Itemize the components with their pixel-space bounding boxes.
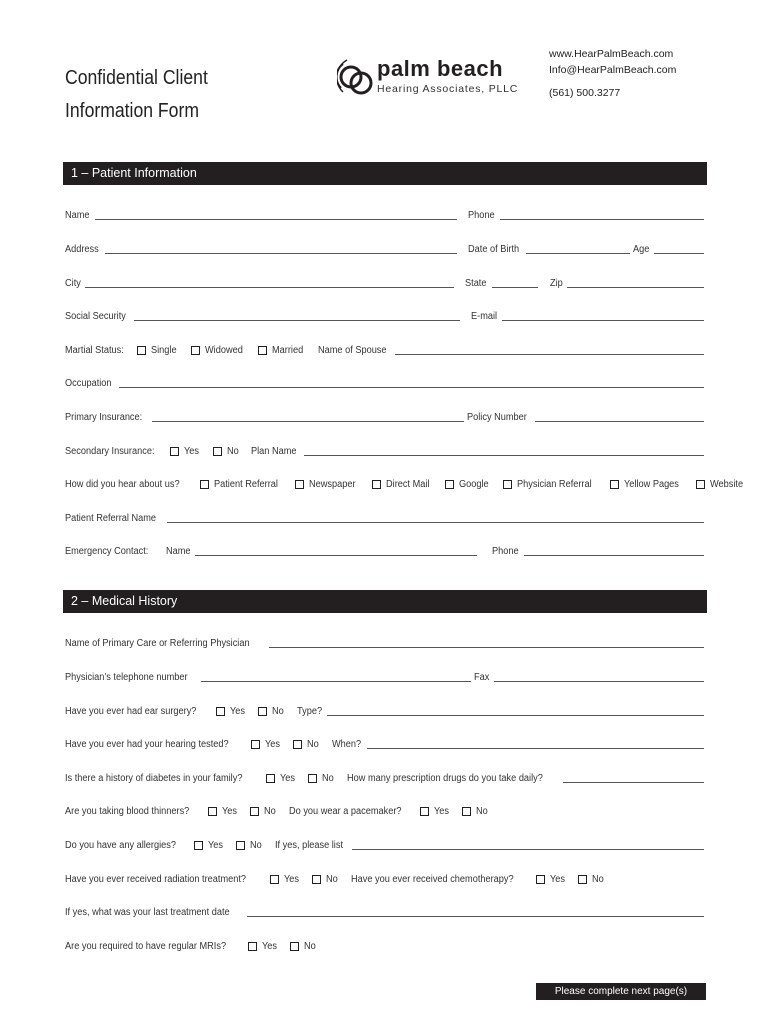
blood-thinners-yes-checkbox[interactable] bbox=[208, 807, 217, 816]
zip-label: Zip bbox=[549, 278, 563, 289]
last-treatment-field[interactable] bbox=[247, 906, 704, 917]
single-label: Single bbox=[150, 345, 177, 356]
blood-thinners-yes-label: Yes bbox=[222, 806, 238, 817]
email-label: E-mail bbox=[471, 311, 498, 322]
blood-thinners-no-label: No bbox=[264, 806, 277, 817]
last-treatment-label: If yes, what was your last treatment date bbox=[65, 907, 230, 918]
dob-field[interactable] bbox=[526, 243, 630, 254]
radiation-no-checkbox[interactable] bbox=[312, 875, 321, 884]
radiation-yes-checkbox[interactable] bbox=[270, 875, 279, 884]
chemo-no-label: No bbox=[592, 874, 604, 885]
row-hear-about-us bbox=[65, 474, 744, 490]
spouse-field[interactable] bbox=[395, 344, 704, 355]
allergies-list-field[interactable] bbox=[352, 839, 704, 850]
primary-insurance-field[interactable] bbox=[152, 411, 464, 422]
chemo-label: Have you ever received chemotherapy? bbox=[350, 874, 514, 885]
drugs-label: How many prescription drugs do you take daily? bbox=[347, 773, 543, 784]
emergency-name-label: Name bbox=[165, 546, 191, 557]
row-marital-status bbox=[65, 340, 707, 356]
physician-referral-checkbox[interactable] bbox=[503, 480, 512, 489]
allergies-no-label: No bbox=[249, 840, 262, 851]
ear-surgery-yes-checkbox[interactable] bbox=[216, 707, 225, 716]
diabetes-label: Is there a history of diabetes in your family? bbox=[65, 773, 243, 784]
row-mri bbox=[65, 936, 707, 952]
pacemaker-label: Do you wear a pacemaker? bbox=[289, 806, 402, 817]
pacemaker-no-checkbox[interactable] bbox=[462, 807, 471, 816]
secondary-no-label: No bbox=[226, 446, 239, 457]
company-logo bbox=[337, 58, 537, 102]
email-link[interactable]: Info@HearPalmBeach.com bbox=[549, 64, 677, 76]
state-label: State bbox=[465, 278, 487, 289]
address-field[interactable] bbox=[105, 243, 457, 254]
type-field[interactable] bbox=[327, 705, 704, 716]
hearing-tested-yes-label: Yes bbox=[264, 739, 280, 750]
mri-yes-checkbox[interactable] bbox=[248, 942, 257, 951]
row-allergies bbox=[65, 835, 707, 851]
when-field[interactable] bbox=[367, 738, 704, 749]
emergency-name-field[interactable] bbox=[195, 545, 477, 556]
secondary-no-checkbox[interactable] bbox=[213, 447, 222, 456]
widowed-label: Widowed bbox=[204, 345, 243, 356]
secondary-insurance-label: Secondary Insurance: bbox=[65, 446, 155, 457]
pacemaker-yes-label: Yes bbox=[433, 806, 449, 817]
row-last-treatment bbox=[65, 902, 707, 918]
yellow-pages-checkbox[interactable] bbox=[610, 480, 619, 489]
section-header-medical-history: 2 – Medical History bbox=[63, 590, 707, 613]
row-blood-thinners bbox=[65, 801, 707, 817]
row-secondary-insurance bbox=[65, 441, 707, 457]
hearing-tested-no-checkbox[interactable] bbox=[293, 740, 302, 749]
type-label: Type? bbox=[296, 706, 323, 717]
plan-name-field[interactable] bbox=[304, 445, 704, 456]
row-ssn-email bbox=[65, 306, 707, 322]
contact-info bbox=[549, 46, 676, 101]
newspaper-checkbox[interactable] bbox=[295, 480, 304, 489]
pacemaker-no-label: No bbox=[475, 806, 488, 817]
website-link[interactable]: www.HearPalmBeach.com bbox=[549, 48, 674, 60]
occupation-field[interactable] bbox=[119, 377, 704, 388]
radiation-label: Have you ever received radiation treatment? bbox=[65, 874, 247, 885]
allergies-no-checkbox[interactable] bbox=[236, 841, 245, 850]
ear-surgery-yes-label: Yes bbox=[229, 706, 245, 717]
when-label: When? bbox=[332, 739, 362, 750]
plan-name-label: Plan Name bbox=[251, 446, 297, 457]
newspaper-label: Newspaper bbox=[309, 479, 356, 490]
ear-surgery-no-label: No bbox=[272, 706, 284, 717]
form-title-line2: Information Form bbox=[65, 100, 199, 122]
widowed-checkbox[interactable] bbox=[191, 346, 200, 355]
row-emergency-contact bbox=[65, 541, 707, 557]
ssn-label: Social Security bbox=[65, 311, 126, 322]
row-city-state-zip bbox=[65, 273, 707, 289]
direct-mail-label: Direct Mail bbox=[385, 479, 430, 490]
form-title bbox=[65, 62, 208, 128]
diabetes-yes-checkbox[interactable] bbox=[266, 774, 275, 783]
allergies-yes-checkbox[interactable] bbox=[194, 841, 203, 850]
primary-insurance-label: Primary Insurance: bbox=[65, 412, 143, 423]
married-checkbox[interactable] bbox=[258, 346, 267, 355]
city-field[interactable] bbox=[85, 277, 454, 288]
row-hearing-tested bbox=[65, 734, 707, 750]
address-label: Address bbox=[65, 244, 99, 255]
logo-subtitle: Hearing Associates, PLLC bbox=[377, 83, 519, 95]
row-diabetes bbox=[65, 768, 707, 784]
row-radiation-chemo bbox=[65, 869, 707, 885]
policy-label: Policy Number bbox=[466, 412, 527, 423]
physician-phone-label: Physician’s telephone number bbox=[65, 672, 188, 683]
row-referral-name bbox=[65, 508, 707, 524]
hear-label: How did you hear about us? bbox=[65, 479, 180, 490]
name-field[interactable] bbox=[95, 209, 457, 220]
website-label: Website bbox=[709, 479, 744, 490]
state-field[interactable] bbox=[492, 277, 538, 288]
drugs-field[interactable] bbox=[563, 772, 704, 783]
row-physician-phone bbox=[65, 667, 707, 683]
section-header-patient-info: 1 – Patient Information bbox=[63, 162, 707, 185]
radiation-no-label: No bbox=[326, 874, 338, 885]
blood-thinners-no-checkbox[interactable] bbox=[250, 807, 259, 816]
occupation-label: Occupation bbox=[65, 378, 112, 389]
dob-label: Date of Birth bbox=[467, 244, 519, 255]
city-label: City bbox=[65, 278, 81, 289]
secondary-yes-label: Yes bbox=[184, 446, 200, 457]
chemo-yes-checkbox[interactable] bbox=[536, 875, 545, 884]
hearing-tested-label: Have you ever had your hearing tested? bbox=[65, 739, 229, 750]
referral-name-label: Patient Referral Name bbox=[65, 513, 157, 524]
fax-label: Fax bbox=[474, 672, 490, 683]
direct-mail-checkbox[interactable] bbox=[372, 480, 381, 489]
diabetes-no-checkbox[interactable] bbox=[308, 774, 317, 783]
physician-phone-field[interactable] bbox=[201, 671, 471, 682]
allergies-label: Do you have any allergies? bbox=[65, 840, 176, 851]
ear-surgery-label: Have you ever had ear surgery? bbox=[65, 706, 197, 717]
mri-yes-label: Yes bbox=[262, 941, 278, 952]
allergies-yes-label: Yes bbox=[207, 840, 223, 851]
diabetes-no-label: No bbox=[322, 773, 334, 784]
website-checkbox[interactable] bbox=[696, 480, 705, 489]
google-label: Google bbox=[458, 479, 489, 490]
secondary-yes-checkbox[interactable] bbox=[170, 447, 179, 456]
emergency-label: Emergency Contact: bbox=[65, 546, 149, 557]
marital-label: Martial Status: bbox=[65, 345, 124, 356]
phone-field[interactable] bbox=[500, 209, 704, 220]
chemo-yes-label: Yes bbox=[549, 874, 565, 885]
primary-physician-field[interactable] bbox=[269, 637, 704, 648]
mri-no-label: No bbox=[304, 941, 317, 952]
ssn-field[interactable] bbox=[134, 310, 460, 321]
diabetes-yes-label: Yes bbox=[279, 773, 295, 784]
age-field[interactable] bbox=[654, 243, 704, 254]
name-label: Name bbox=[65, 210, 90, 221]
google-checkbox[interactable] bbox=[445, 480, 454, 489]
radiation-yes-label: Yes bbox=[283, 874, 299, 885]
hearing-tested-no-label: No bbox=[307, 739, 319, 750]
mri-label: Are you required to have regular MRIs? bbox=[65, 941, 227, 952]
emergency-phone-label: Phone bbox=[492, 546, 519, 557]
blood-thinners-label: Are you taking blood thinners? bbox=[65, 806, 190, 817]
patient-referral-label: Patient Referral bbox=[213, 479, 278, 490]
next-page-notice: Please complete next page(s) bbox=[536, 983, 706, 1000]
patient-referral-checkbox[interactable] bbox=[200, 480, 209, 489]
email-field[interactable] bbox=[502, 310, 704, 321]
hearing-tested-yes-checkbox[interactable] bbox=[251, 740, 260, 749]
emergency-phone-field[interactable] bbox=[524, 545, 704, 556]
mri-no-checkbox[interactable] bbox=[290, 942, 299, 951]
referral-name-field[interactable] bbox=[167, 512, 704, 523]
ear-surgery-no-checkbox[interactable] bbox=[258, 707, 267, 716]
physician-referral-label: Physician Referral bbox=[517, 479, 592, 490]
zip-field[interactable] bbox=[567, 277, 705, 288]
row-name-phone bbox=[65, 205, 707, 221]
allergies-list-label: If yes, please list bbox=[274, 840, 343, 851]
row-primary-physician bbox=[65, 633, 707, 649]
single-checkbox[interactable] bbox=[137, 346, 146, 355]
form-title-line1: Confidential Client bbox=[65, 67, 208, 89]
fax-field[interactable] bbox=[494, 671, 704, 682]
primary-physician-label: Name of Primary Care or Referring Physician bbox=[65, 638, 250, 649]
yellow-pages-label: Yellow Pages bbox=[624, 479, 680, 490]
row-ear-surgery bbox=[65, 701, 707, 717]
row-occupation bbox=[65, 373, 707, 389]
row-address-dob bbox=[65, 239, 707, 255]
spouse-label: Name of Spouse bbox=[317, 345, 387, 356]
logo-name: palm beach bbox=[377, 56, 504, 81]
married-label: Married bbox=[271, 345, 304, 356]
contact-phone: (561) 500.3277 bbox=[549, 87, 621, 99]
row-primary-insurance bbox=[65, 407, 707, 423]
pacemaker-yes-checkbox[interactable] bbox=[420, 807, 429, 816]
policy-field[interactable] bbox=[535, 411, 704, 422]
phone-label: Phone bbox=[467, 210, 495, 221]
age-label: Age bbox=[633, 244, 650, 255]
chemo-no-checkbox[interactable] bbox=[578, 875, 587, 884]
